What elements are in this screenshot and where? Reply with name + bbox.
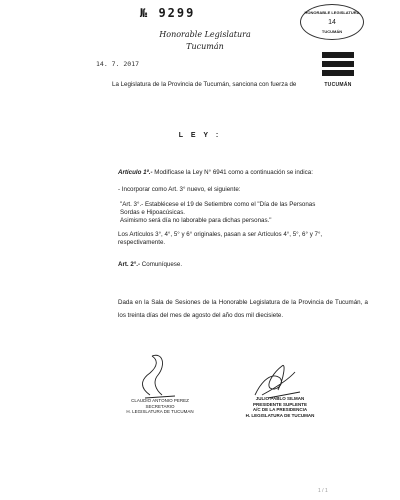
renumber-paragraph — [118, 231, 368, 248]
institution-title: Honorable Legislatura — [159, 30, 251, 39]
document-number: № 9299 — [140, 6, 196, 20]
ley-heading: L E Y : — [178, 132, 222, 139]
right-signer-org: H. LEGISLATURA DE TUCUMAN — [245, 412, 315, 418]
page-number: 1 / 1 — [318, 488, 328, 494]
article-1 — [118, 169, 368, 176]
renumber-line-2: respectivamente. — [118, 239, 166, 247]
renumber-line-1: Los Artículos 3°, 4°, 5° y 6° originales, pasan a ser Artículos 4°, 5°, 6° y 7°, — [118, 231, 323, 238]
tucuman-logo-icon — [318, 50, 358, 80]
incorporate-line: - Incorporar como Art. 3° nuevo, el siguiente: — [118, 186, 241, 193]
article-2 — [118, 261, 368, 268]
right-signer-role: A/C DE LA PRESIDENCIA — [252, 407, 308, 412]
right-signer-title: PRESIDENTE SUPLENTE — [252, 401, 307, 407]
left-signer-title: SECRETARIO — [145, 403, 175, 409]
received-stamp — [300, 4, 364, 40]
date-stamp: 14. 7. 2017 — [96, 60, 140, 68]
stamp-middle-text: 14 — [328, 19, 336, 26]
quote-line-2: Sordas e Hipoacúsicas. — [120, 209, 186, 216]
right-signature-icon — [255, 365, 300, 398]
quote-line-1: "Art. 3°.- Establécese el 19 de Setiembre como el "Día de las Personas — [120, 201, 316, 208]
left-signer-org: H. LEGISLATURA DE TUCUMAN — [126, 409, 194, 414]
left-signature-block — [120, 398, 200, 415]
right-signer-name: JULIO PABLO SILMAN — [255, 396, 305, 401]
logo-text: TUCUMÁN — [324, 82, 352, 88]
right-signature-block — [232, 396, 328, 418]
article-1-label: Artículo 1º.- — [118, 169, 153, 176]
quote-line-3: Asimismo será día no laborable para dichas personas." — [120, 217, 272, 224]
quoted-article — [120, 201, 360, 225]
stamp-bottom-text: TUCUMÁN — [321, 29, 343, 34]
article-2-text: Comuníquese. — [140, 261, 183, 268]
left-signature-icon — [143, 355, 176, 398]
left-signer-name: CLAUDIO ANTONIO PEREZ — [131, 398, 189, 403]
article-2-label: Art. 2°.- — [118, 261, 141, 268]
closing-paragraph: Dada en la Sala de Sesiones de la Honorable Legislatura de la Provincia de Tucumán, a los treinta días del mes de agosto del año dos mil diecisiete. — [118, 299, 368, 319]
stamp-top-text: HONORABLE LEGISLATURA — [304, 10, 360, 15]
article-1-text: Modifícase la Ley N° 6941 como a continuación se indica: — [152, 169, 313, 176]
intro-paragraph: La Legislatura de la Provincia de Tucumán, sanciona con fuerza de — [112, 81, 297, 88]
province-subtitle: Tucumán — [186, 42, 224, 51]
